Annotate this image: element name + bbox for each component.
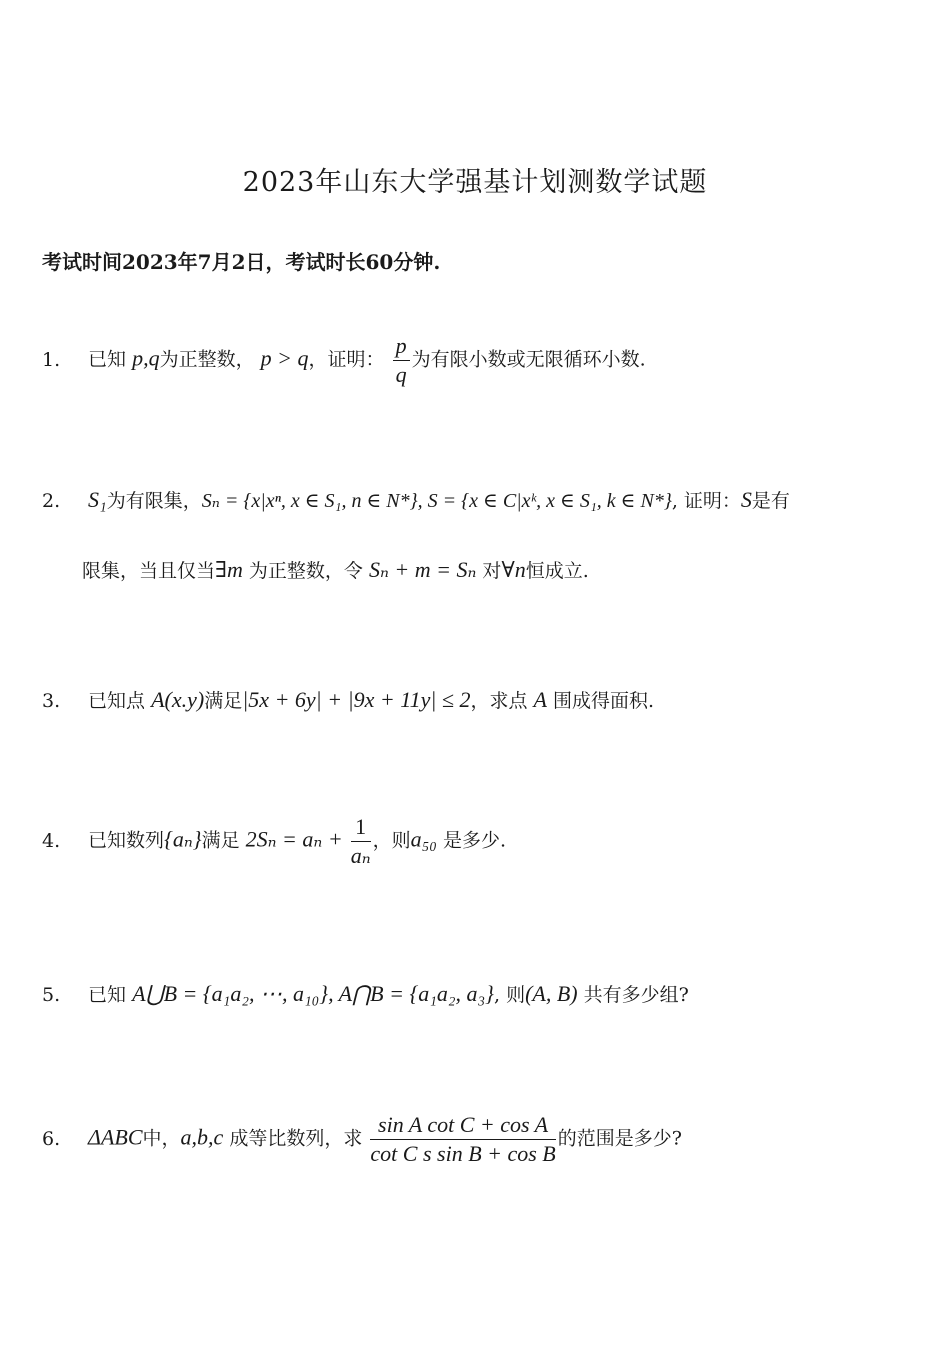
problem-1 [42, 333, 646, 388]
problem-number: 5. [42, 984, 61, 1006]
fraction-denominator: aₙ [350, 843, 371, 868]
problem-text: 为正整数， [159, 348, 255, 371]
fraction-denominator: cot C s sin B + cos B [370, 1141, 556, 1166]
fraction-numerator: p [393, 333, 410, 361]
problem-text: 是多少. [443, 829, 507, 852]
math-expression: (A, B) [525, 981, 578, 1006]
problem-text: 共有多少组? [583, 984, 689, 1006]
math-expression: A(x.y) [151, 687, 205, 712]
problem-number: 2. [42, 490, 61, 512]
problem-text: , 证明： [671, 490, 741, 512]
problem-number: 6. [42, 1127, 61, 1150]
math-expression: a₅₀ [410, 826, 437, 852]
problem-text: 是有 [751, 490, 790, 512]
problem-number: 3. [42, 690, 61, 712]
fraction [393, 333, 410, 388]
problem-3 [42, 686, 654, 713]
problem-text: , 则 [493, 984, 526, 1006]
math-expression: Sₙ + m = Sₙ [368, 557, 477, 582]
problem-text: 围成得面积. [553, 690, 655, 712]
fraction-denominator: q [395, 362, 407, 387]
problem-2-continuation [82, 556, 589, 583]
problem-text: 为有限集， [106, 490, 202, 512]
page-title: 2023年山东大学强基计划测数学试题 [242, 167, 708, 198]
problem-text: 限集，当且仅当 [82, 560, 216, 582]
math-expression: A⋃B = {a₁a₂, ⋯, a₁₀}, A⋂B = {a₁a₂, a₃} [132, 981, 494, 1006]
problem-text: ，求点 [470, 690, 528, 712]
problem-text: 满足 [201, 829, 240, 852]
problem-text: 为正整数，令 [248, 560, 363, 582]
math-expression: A [533, 687, 547, 712]
problem-text: 满足 [204, 690, 243, 712]
math-expression: ∃m [215, 557, 243, 582]
math-expression: Sₙ = {x|xⁿ, x ∈ S₁, n ∈ N*}, S = {x ∈ C|xᵏ, x ∈ S₁, k ∈ N*} [201, 490, 672, 512]
math-expression: a,b,c [180, 1124, 224, 1150]
fraction-numerator: sin A cot C + cos A [370, 1112, 555, 1140]
math-expression: S₁ [88, 487, 107, 512]
problem-text: 对 [482, 560, 502, 582]
math-expression: p,q [132, 345, 160, 371]
exam-info: 考试时间2023年7月2日，考试时长60分钟. [42, 250, 441, 274]
problem-text: 为有限小数或无限循环小数. [411, 348, 646, 371]
fraction [351, 814, 371, 869]
fraction-numerator: 1 [351, 814, 371, 842]
math-expression: {aₙ} [164, 826, 202, 852]
problem-text: 已知数列 [88, 829, 165, 852]
problem-text: 中， [142, 1127, 181, 1150]
problem-text: 恒成立. [525, 560, 589, 582]
problem-text: 成等比数列，求 [229, 1127, 363, 1150]
math-expression: |5x + 6y| + |9x + 11y| ≤ 2 [242, 687, 471, 712]
problem-text: ，则 [372, 829, 411, 852]
math-expression: S [740, 487, 752, 512]
problem-text: 已知点 [88, 690, 146, 712]
math-expression: ∀n [501, 557, 526, 582]
problem-number: 1. [42, 348, 61, 371]
fraction [370, 1112, 555, 1167]
problem-5 [42, 980, 689, 1007]
problem-text: 的范围是多少? [557, 1127, 682, 1150]
problem-number: 4. [42, 829, 61, 852]
problem-text: 已知 [88, 984, 127, 1006]
problem-4 [42, 814, 506, 869]
math-expression: 2Sₙ = aₙ + [245, 826, 343, 852]
math-expression: p > q [260, 345, 309, 371]
problem-text: ，证明： [308, 348, 385, 371]
problem-text: 已知 [88, 348, 127, 371]
problem-6 [42, 1112, 682, 1167]
math-expression: ΔABC [88, 1124, 143, 1150]
problem-2 [42, 486, 790, 513]
